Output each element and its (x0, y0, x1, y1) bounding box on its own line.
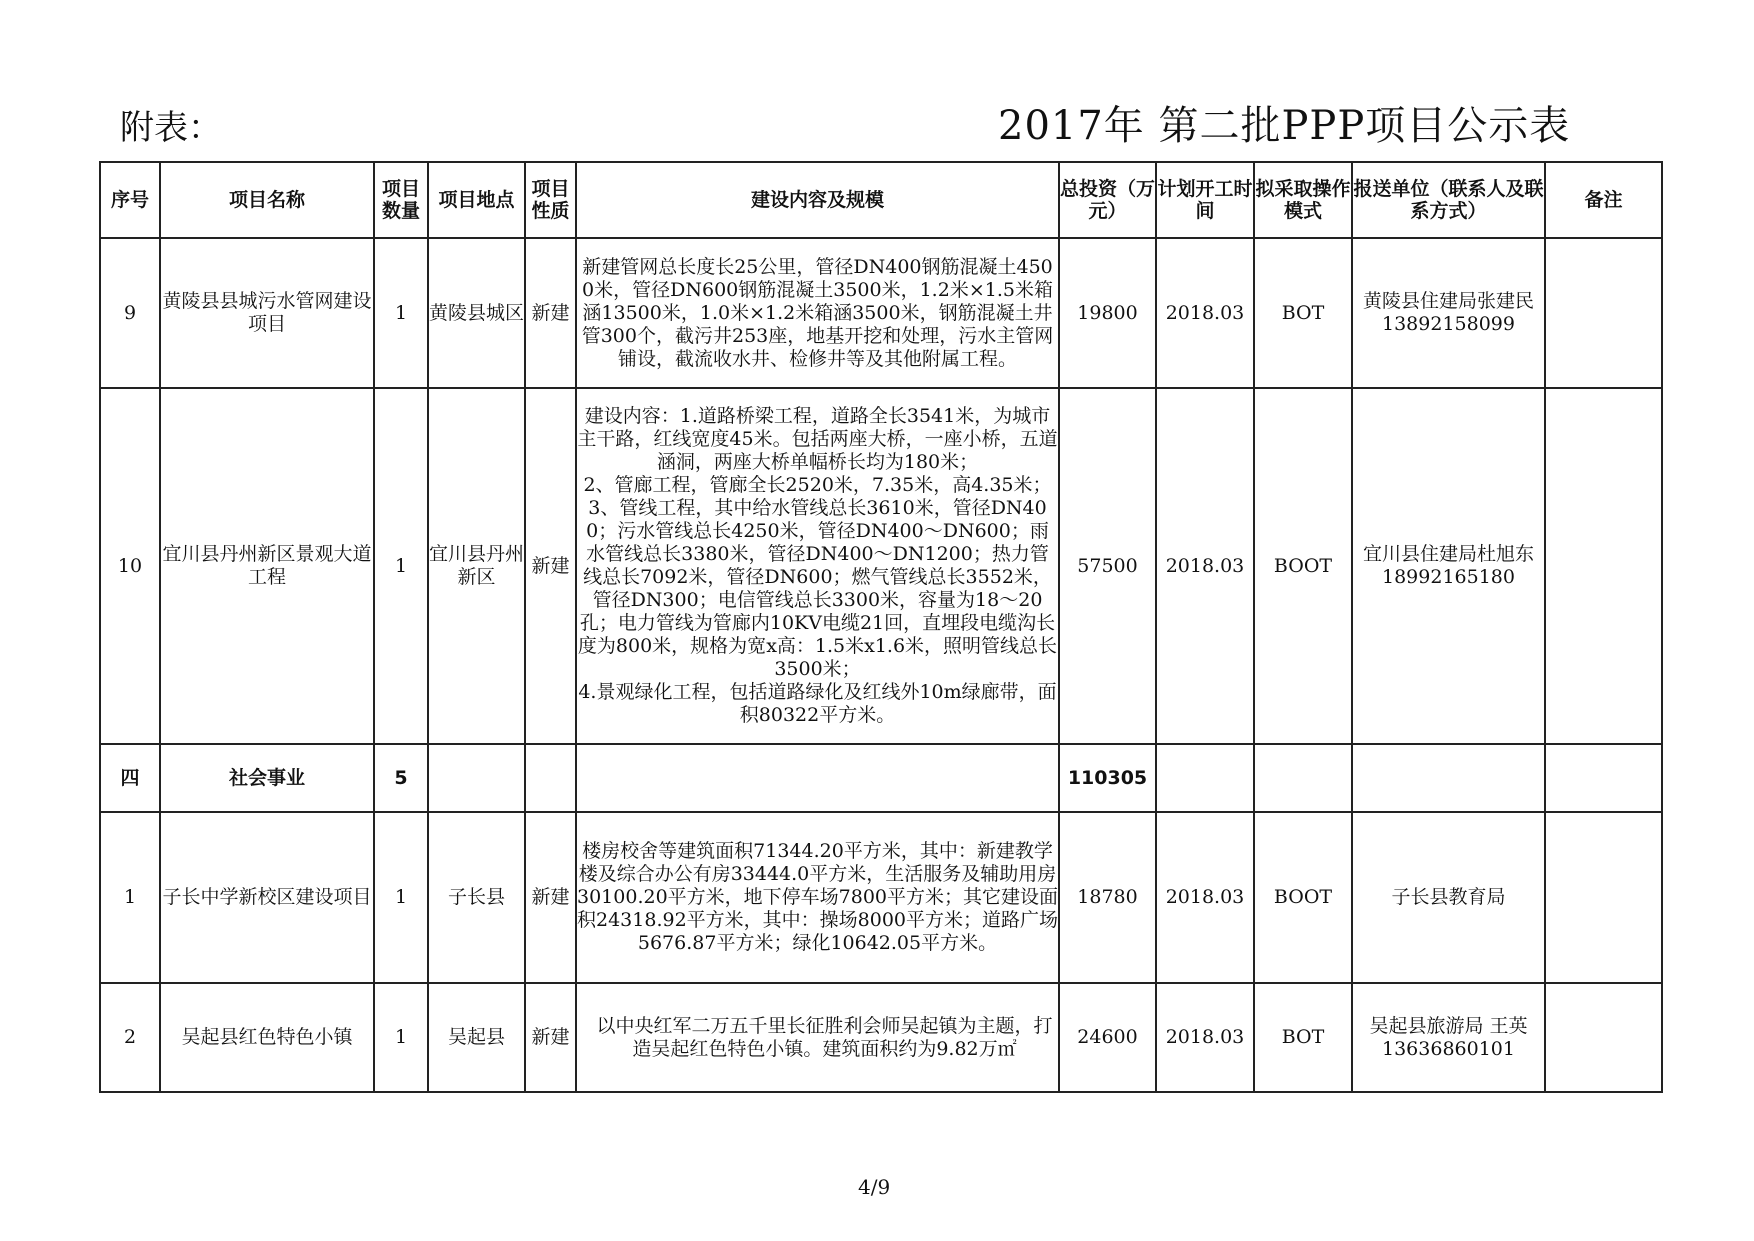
col-header-investment: 总投资（万元） (1059, 162, 1156, 238)
cell-mode (1254, 744, 1352, 812)
cell-investment: 57500 (1059, 388, 1156, 744)
table-row (100, 812, 1662, 983)
col-header-content: 建设内容及规模 (576, 162, 1059, 238)
ppp-project-table (99, 161, 1663, 1093)
cell-mode: BOOT (1254, 812, 1352, 983)
cell-name: 社会事业 (160, 744, 374, 812)
cell-remark (1545, 744, 1662, 812)
cell-content: 以中央红军二万五千里长征胜利会师吴起镇为主题，打造吴起红色特色小镇。建筑面积约为9.82万㎡ (576, 983, 1059, 1092)
col-header-name: 项目名称 (160, 162, 374, 238)
cell-start: 2018.03 (1156, 812, 1254, 983)
col-header-remark: 备注 (1545, 162, 1662, 238)
cell-nature: 新建 (525, 812, 576, 983)
table-row (100, 388, 1662, 744)
cell-content (576, 744, 1059, 812)
cell-start: 2018.03 (1156, 238, 1254, 388)
cell-location: 黄陵县城区 (428, 238, 525, 388)
cell-remark (1545, 238, 1662, 388)
table-header-row (100, 162, 1662, 238)
cell-investment: 19800 (1059, 238, 1156, 388)
col-header-mode: 拟采取操作模式 (1254, 162, 1352, 238)
cell-unit: 宜川县住建局杜旭东18992165180 (1352, 388, 1545, 744)
cell-nature (525, 744, 576, 812)
page-title: 2017年 第二批PPP项目公示表 (998, 103, 1571, 149)
cell-unit: 黄陵县住建局张建民13892158099 (1352, 238, 1545, 388)
cell-nature: 新建 (525, 238, 576, 388)
col-header-no: 序号 (100, 162, 160, 238)
cell-mode: BOT (1254, 983, 1352, 1092)
cell-name: 黄陵县县城污水管网建设项目 (160, 238, 374, 388)
cell-no: 四 (100, 744, 160, 812)
attachment-label: 附表： (120, 108, 222, 148)
cell-start: 2018.03 (1156, 388, 1254, 744)
cell-investment: 18780 (1059, 812, 1156, 983)
cell-name: 宜川县丹州新区景观大道工程 (160, 388, 374, 744)
cell-name: 子长中学新校区建设项目 (160, 812, 374, 983)
cell-investment: 24600 (1059, 983, 1156, 1092)
page-number: 4/9 (858, 1175, 891, 1199)
section-row (100, 744, 1662, 812)
cell-unit: 子长县教育局 (1352, 812, 1545, 983)
cell-location: 吴起县 (428, 983, 525, 1092)
table-row (100, 983, 1662, 1092)
cell-nature: 新建 (525, 388, 576, 744)
cell-investment: 110305 (1059, 744, 1156, 812)
col-header-unit: 报送单位（联系人及联系方式） (1352, 162, 1545, 238)
cell-remark (1545, 388, 1662, 744)
cell-location: 子长县 (428, 812, 525, 983)
col-header-start: 计划开工时间 (1156, 162, 1254, 238)
cell-start: 2018.03 (1156, 983, 1254, 1092)
cell-mode: BOT (1254, 238, 1352, 388)
cell-location: 宜川县丹州新区 (428, 388, 525, 744)
cell-remark (1545, 812, 1662, 983)
cell-nature: 新建 (525, 983, 576, 1092)
cell-start (1156, 744, 1254, 812)
cell-qty: 1 (374, 812, 428, 983)
cell-no: 9 (100, 238, 160, 388)
cell-no: 10 (100, 388, 160, 744)
cell-unit (1352, 744, 1545, 812)
table-row (100, 238, 1662, 388)
cell-qty: 5 (374, 744, 428, 812)
cell-qty: 1 (374, 983, 428, 1092)
col-header-nature: 项目性质 (525, 162, 576, 238)
cell-location (428, 744, 525, 812)
cell-qty: 1 (374, 388, 428, 744)
cell-remark (1545, 983, 1662, 1092)
cell-no: 2 (100, 983, 160, 1092)
cell-mode: BOOT (1254, 388, 1352, 744)
cell-content: 新建管网总长度长25公里，管径DN400钢筋混凝土4500米，管径DN600钢筋混凝土3500米，1.2米×1.5米箱涵13500米，1.0米×1.2米箱涵3500米，钢筋混凝土井管300个，截污井253座，地基开挖和处理，污水主管网铺设，截流收水井、检修井等及其他附属工程。 (576, 238, 1059, 388)
cell-unit: 吴起县旅游局 王英13636860101 (1352, 983, 1545, 1092)
cell-name: 吴起县红色特色小镇 (160, 983, 374, 1092)
col-header-location: 项目地点 (428, 162, 525, 238)
col-header-qty: 项目数量 (374, 162, 428, 238)
cell-content: 楼房校舍等建筑面积71344.20平方米，其中：新建教学楼及综合办公有房33444.0平方米，生活服务及辅助用房30100.20平方米，地下停车场7800平方米；其它建设面积24318.92平方米，其中：操场8000平方米；道路广场5676.87平方米；绿化10642.05平方米。 (576, 812, 1059, 983)
cell-content: 建设内容：1.道路桥梁工程，道路全长3541米，为城市主干路，红线宽度45米。包括两座大桥，一座小桥，五道涵洞，两座大桥单幅桥长均为180米； 2、管廊工程，管廊全长2520米，7.35米，高4.35米； 3、管线工程，其中给水管线总长3610米，管径DN400；污水管线总长4250米，管径DN400～DN600；雨水管线总长3380米，管径DN400～DN1200；热力管线总长7092米，管径DN600；燃气管线总长3552米，管径DN300；电信管线总长3300米，容量为18～20孔；电力管线为管廊内10KV电缆21回，直埋段电缆沟长度为800米，规格为宽x高：1.5米x1.6米，照明管线总长3500米； 4.景观绿化工程，包括道路绿化及红线外10m绿廊带，面积80322平方米。 (576, 388, 1059, 744)
cell-qty: 1 (374, 238, 428, 388)
cell-no: 1 (100, 812, 160, 983)
